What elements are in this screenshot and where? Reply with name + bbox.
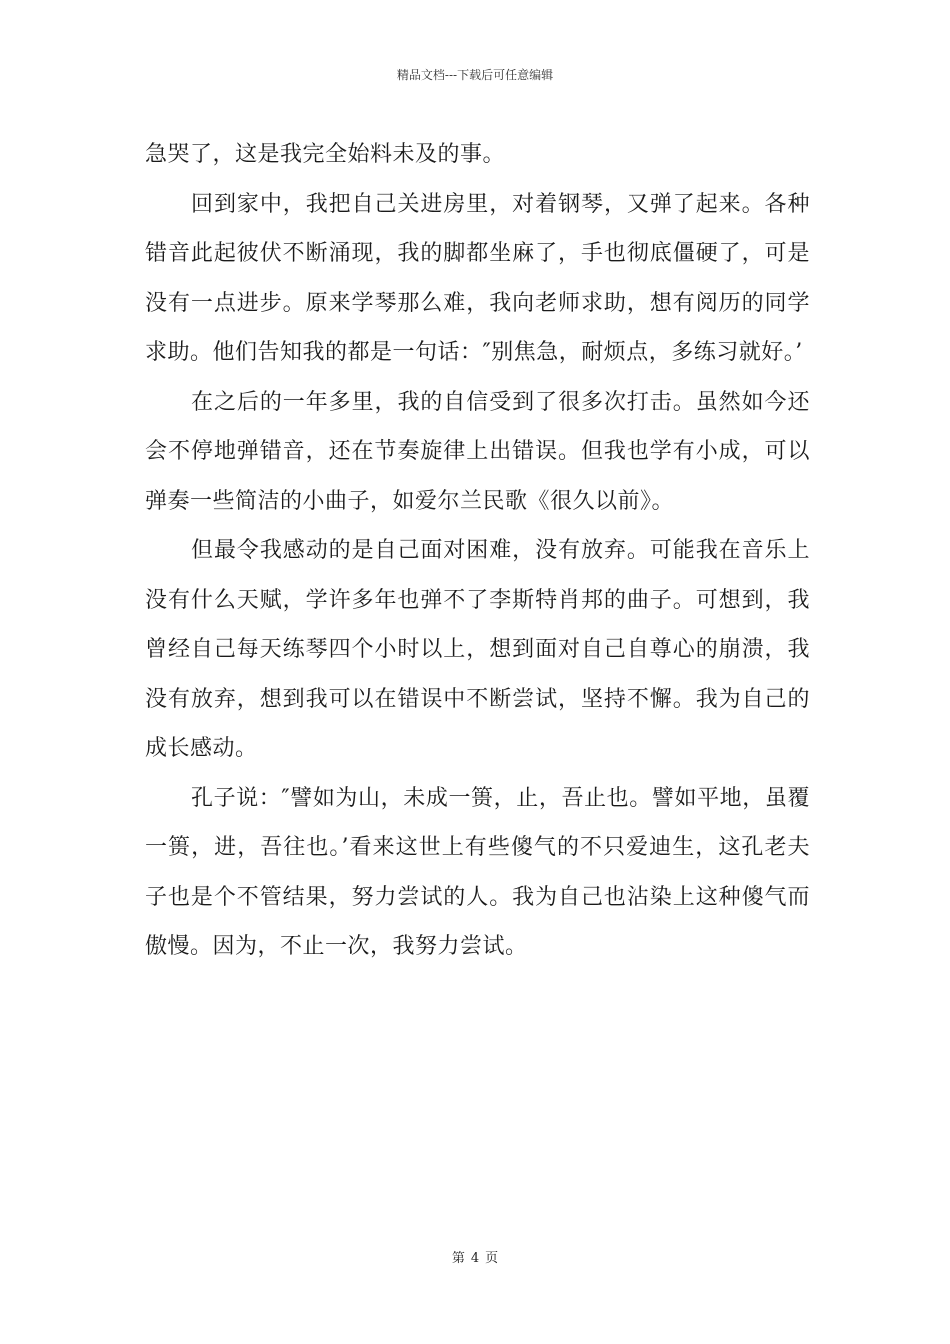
body-text bbox=[145, 130, 810, 972]
footer-prefix: 第 bbox=[451, 1251, 465, 1266]
paragraph-3: 在之后的一年多里，我的自信受到了很多次打击。虽然如今还会不停地弹错音，还在节奏旋律上出错误。但我也学有小成，可以弹奏一些简洁的小曲子，如爱尔兰民歌《很久以前》。 bbox=[145, 389, 810, 514]
page-number: 4 bbox=[470, 1251, 480, 1266]
paragraph-4: 但最令我感动的是自己面对困难，没有放弃。可能我在音乐上没有什么天赋，学许多年也弹不了李斯特肖邦的曲子。可想到，我曾经自己每天练琴四个小时以上，想到面对自己自尊心的崩溃，我没有放弃，想到我可以在错误中不断尝试，坚持不懈。我为自己的成长感动。 bbox=[145, 538, 810, 761]
paragraph-5: 孔子说：″譬如为山，未成一篑，止，吾止也。譬如平地，虽覆一篑，进，吾往也。’看来这世上有些傻气的不只爱迪生，这孔老夫子也是个不管结果，努力尝试的人。我为自己也沾染上这种傻气而傲慢。因为，不止一次，我努力尝试。 bbox=[145, 785, 810, 959]
paragraph-2: 回到家中，我把自己关进房里，对着钢琴，又弹了起来。各种错音此起彼伏不断涌现，我的脚都坐麻了，手也彻底僵硬了，可是没有一点进步。原来学琴那么难，我向老师求助，想有阅历的同学求助。他们告知我的都是一句话：″别焦急，耐烦点，多练习就好。’ bbox=[145, 191, 810, 365]
footer-suffix: 页 bbox=[485, 1251, 499, 1266]
page-footer bbox=[0, 1247, 950, 1266]
paragraph-1: 急哭了，这是我完全始料未及的事。 bbox=[145, 142, 506, 167]
page-header: 精品文档---下载后可任意编辑 bbox=[396, 68, 554, 82]
